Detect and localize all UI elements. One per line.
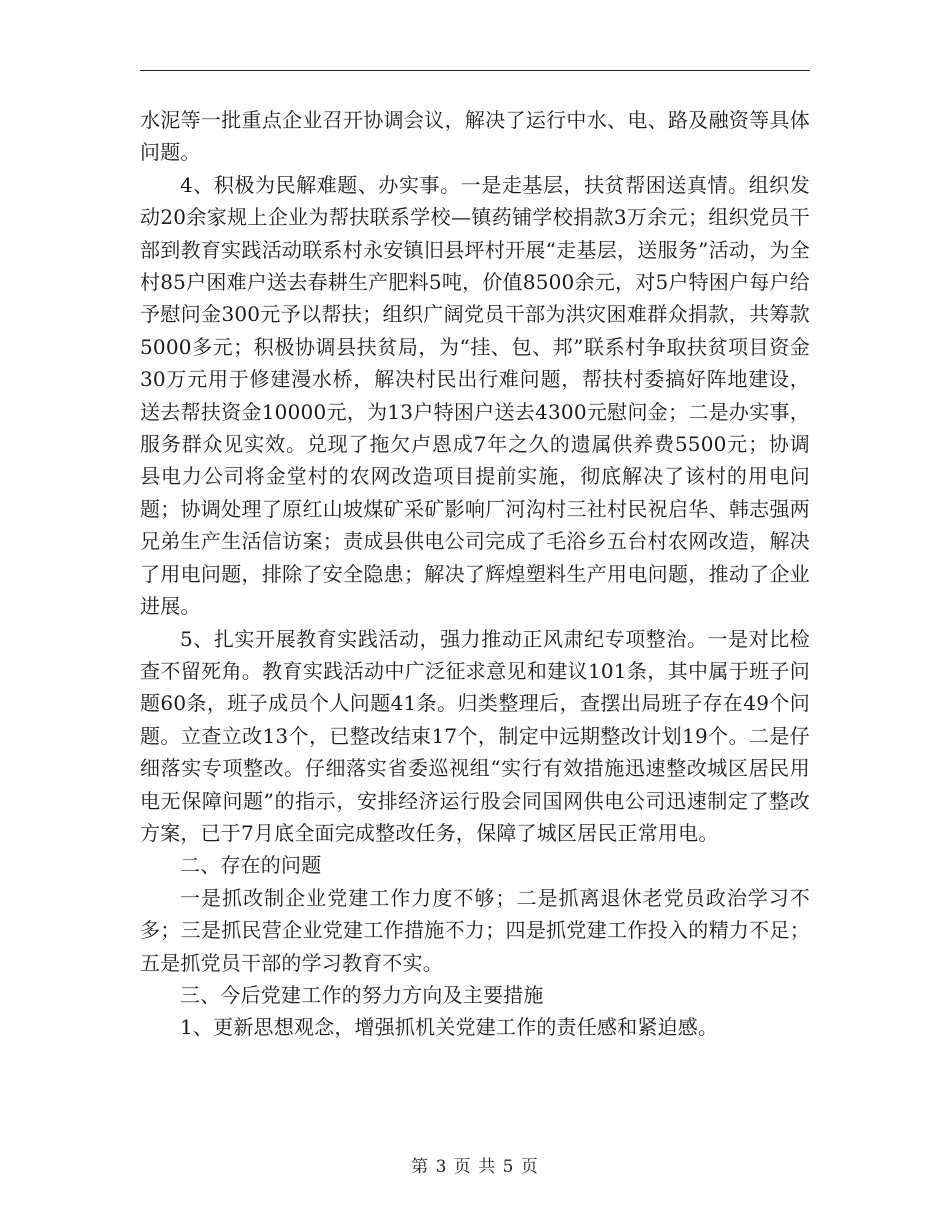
section-heading-future: 三、今后党建工作的努力方向及主要措施 xyxy=(180,982,544,1007)
paragraph-measure-1: 1、更新思想观念，增强抓机关党建工作的责任感和紧迫感。 xyxy=(180,1015,719,1040)
paragraph-item-4: 4、积极为民解难题、办实事。一是走基层，扶贫帮困送真情。组织发动20余家规上企业为帮扶联系学校—镇药铺学校捐款3万余元；组织党员干部到教育实践活动联系村永安镇旧县坪村开展“走基层，送服务”活动，为全村85户困难户送去春耕生产肥料5吨，价值8500余元，对5户特困户每户给予慰问金300元予以帮扶；组织广阔党员干部为洪灾困难群众捐款，共筹款5000多元；积极协调县扶贫局，为“挂、包、邦”联系村争取扶贫项目资金30万元用于修建漫水桥，解决村民出行难问题，帮扶村委搞好阵地建设，送去帮扶资金10000元，为13户特困户送去4300元慰问金；二是办实事，服务群众见实效。兑现了拖欠卢恩成7年之久的遗属供养费5500元；协调县电力公司将金堂村的农网改造项目提前实施，彻底解决了该村的用电问题；协调处理了原红山坡煤矿采矿影响厂河沟村三社村民祝启华、韩志强两兄弟生产生活信访案；责成县供电公司完成了毛浴乡五台村农网改造，解决了用电问题，排除了安全隐患；解决了辉煌塑料生产用电问题，推动了企业进展。 xyxy=(140,172,810,619)
header-rule xyxy=(140,70,810,71)
page-number-footer: 第 3 页 共 5 页 xyxy=(411,1157,539,1177)
paragraph-continuation: 水泥等一批重点企业召开协调会议，解决了运行中水、电、路及融资等具体问题。 xyxy=(140,108,810,165)
document-body xyxy=(140,104,810,1044)
paragraph-problems: 一是抓改制企业党建工作力度不够；二是抓离退休老党员政治学习不多；三是抓民营企业党建工作措施不力；四是抓党建工作投入的精力不足；五是抓党员干部的学习教育不实。 xyxy=(140,885,810,975)
section-heading-problems: 二、存在的问题 xyxy=(180,853,322,878)
paragraph-item-5: 5、扎实开展教育实践活动，强力推动正风肃纪专项整治。一是对比检查不留死角。教育实践活动中广泛征求意见和建议101条，其中属于班子问题60条，班子成员个人问题41条。归类整理后，查摆出局班子存在49个问题。立查立改13个，已整改结束17个，制定中远期整改计划19个。二是仔细落实专项整改。仔细落实省委巡视组“实行有效措施迅速整改城区居民用电无保障问题”的指示，安排经济运行股会同国网供电公司迅速制定了整改方案，已于7月底全面完成整改任务，保障了城区居民正常用电。 xyxy=(140,626,810,845)
